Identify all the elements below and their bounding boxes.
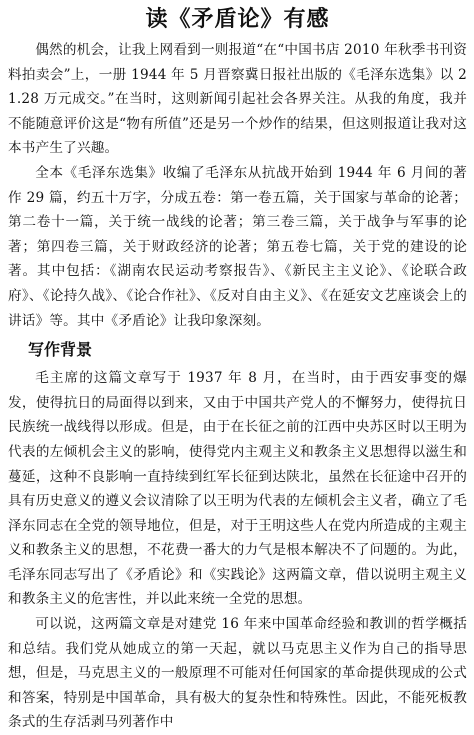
paragraph-background-1: 毛主席的这篇文章写于 1937 年 8 月，在当时，由于西安事变的爆发，使得抗日的局面得以到来，又由于中国共产党人的不懈努力，使得抗日民族统一战线得以形成。但是，由于在长征之前的江西中央苏区时以王明为代表的左倾机会主义的影响，使得党内主观主义和教条主义思想得以滋生和蔓延，这种不良影响一直持续到红军长征到达陕北，虽然在长征途中召开的具有历史意义的遵义会议清除了以王明为代表的左倾机会主义者，确立了毛泽东同志在全党的领导地位，但是，对于王明这些人在党内所造成的主观主义和教条主义的思想，不花费一番大的力气是根本解决不了问题的。为此，毛泽东同志写出了《矛盾论》和《实践论》这两篇文章，借以说明主观主义和教条主义的危害性，并以此来统一全党的思想。 [8, 370, 467, 608]
document-title: 读《矛盾论》有感 [145, 7, 330, 32]
paragraph-background-2: 可以说，这两篇文章是对建党 16 年来中国革命经验和教训的哲学概括和总结。我们党从她成立的第一天起，就以马克思主义作为自己的指导思想，但是，马克思主义的一般原理不可能对任何国家的革命提供现成的公式和答案，特别是中国革命，具有极大的复杂性和特殊性。因此，不能死板教条式的生存活剥马列著作中 [8, 616, 467, 731]
section-heading: 写作背景 [28, 340, 93, 360]
paragraph-intro-2: 全本《毛泽东选集》收编了毛泽东从抗战开始到 1944 年 6 月间的著作 29 篇，约五十万字，分成五卷：第一卷五篇，关于国家与革命的论著；第二卷十一篇，关于统一战线的论著；第三卷三篇，关于战争与军事的论著；第四卷三篇，关于财政经济的论著；第五卷七篇，关于党的建设的论著。其中包括：《湖南农民运动考察报告》、《新民主主义论》、《论联合政府》、《论持久战》、《论合作社》、《反对自由主义》、《在延安文艺座谈会上的讲话》等。其中《矛盾论》让我印象深刻。 [8, 164, 467, 329]
paragraph-intro-1: 偶然的机会，让我上网看到一则报道“在“中国书店 2010 年秋季书刊资料拍卖会”上，一册 1944 年 5 月晋察冀日报社出版的《毛泽东选集》以 21.28 万元成交。”在当时，这则新闻引起社会各界关注。从我的角度，我并不能随意评价这是“物有所值”还是另一个炒作的结果，但这则报道让我对这本书产生了兴趣。 [8, 42, 467, 157]
